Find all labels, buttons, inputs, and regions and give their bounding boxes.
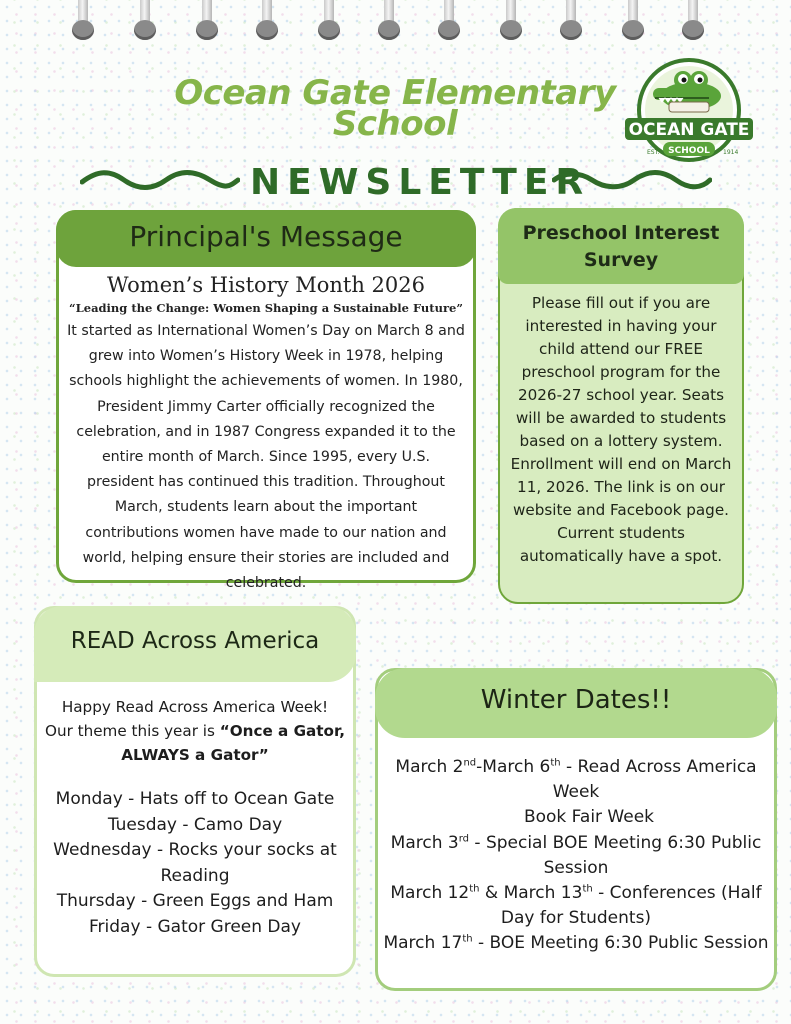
womens-history-subtitle: Women’s History Month 2026 (106, 273, 425, 297)
binder-ring (622, 0, 644, 42)
binder-ring (256, 0, 278, 42)
list-item: Wednesday - Rocks your socks at Reading (53, 840, 337, 886)
read-across-intro (41, 695, 349, 767)
binder-ring (134, 0, 156, 42)
winter-dates-card (375, 668, 777, 991)
binder-ring (378, 0, 400, 42)
binder-ring (682, 0, 704, 42)
principal-message-card (56, 210, 476, 592)
logo-est: EST. (647, 149, 660, 156)
read-across-america-card (34, 606, 356, 977)
list-item: March 2nd-March 6th - Read Across America Week (395, 757, 757, 803)
theme-quote: “Leading the Change: Women Shaping a Sustainable Future” (69, 301, 463, 315)
list-item: Thursday - Green Eggs and Ham (56, 891, 334, 912)
school-title: Ocean Gate Elementary School (174, 73, 616, 144)
school-logo (623, 58, 755, 168)
intro-theme: “Once a Gator, ALWAYS a Gator” (121, 722, 346, 764)
list-item: March 12th & March 13th - Conferences (Half Day for Students) (390, 883, 762, 929)
binder-ring (72, 0, 94, 42)
preschool-survey-header (498, 208, 744, 284)
binder-ring (438, 0, 460, 42)
list-item: March 17th - BOE Meeting 6:30 Public Session (383, 933, 769, 954)
preschool-survey-body: Please fill out if you are interested in having your child attend our FREE preschool program for the 2026-27 school year. Seats will be awarded to students based on a lottery system. Enrollment will end on March 11, 2026. The link is on our website and Facebook page. Current students automatically have a spot. (510, 294, 732, 565)
winter-dates-title: Winter Dates!! (480, 685, 672, 715)
logo-year: 1914 (723, 149, 739, 156)
principal-message-title: Principal's Message (129, 220, 403, 253)
list-item: Friday - Gator Green Day (89, 916, 301, 937)
spirit-days-list (41, 787, 349, 941)
intro-line: Happy Read Across America Week! (61, 698, 329, 716)
read-across-america-header (34, 606, 356, 682)
list-item: Monday - Hats off to Ocean Gate (55, 789, 335, 809)
binder-ring (196, 0, 218, 42)
list-item: Tuesday - Camo Day (107, 814, 283, 835)
principal-message-header (56, 210, 476, 267)
newsletter-heading: NEWSLETTER (250, 162, 591, 203)
intro-theme-lead: Our theme this year is (44, 722, 220, 740)
winter-dates-list (380, 755, 772, 957)
principal-message-body: It started as International Women’s Day on March 8 and grew into Women’s History Week in 1978, helping schools highlight the achievements of women. In 1980, President Jimmy Carter officially recognized the celebration, and in 1987 Congress expanded it to the entire month of March. Since 1995, every U.S. president has continued this tradition. Throughout March, students learn about the important contributions women have made to our nation and world, helping ensure their stories are included and celebrated. (67, 323, 465, 592)
binder-ring (560, 0, 582, 42)
binder-ring (318, 0, 340, 42)
right-squiggle-divider (552, 168, 712, 192)
winter-dates-header (375, 668, 777, 738)
list-item: Book Fair Week (523, 807, 655, 828)
logo-text-main: OCEAN GATE (628, 120, 750, 140)
preschool-survey-title: Preschool Interest Survey (522, 222, 720, 271)
left-squiggle-divider (80, 168, 240, 192)
list-item: March 3rd - Special BOE Meeting 6:30 Public Session (390, 832, 762, 878)
preschool-survey-card (498, 208, 744, 604)
binder-ring (500, 0, 522, 42)
read-across-america-title: READ Across America (70, 628, 320, 654)
logo-text-sub: SCHOOL (668, 146, 710, 156)
